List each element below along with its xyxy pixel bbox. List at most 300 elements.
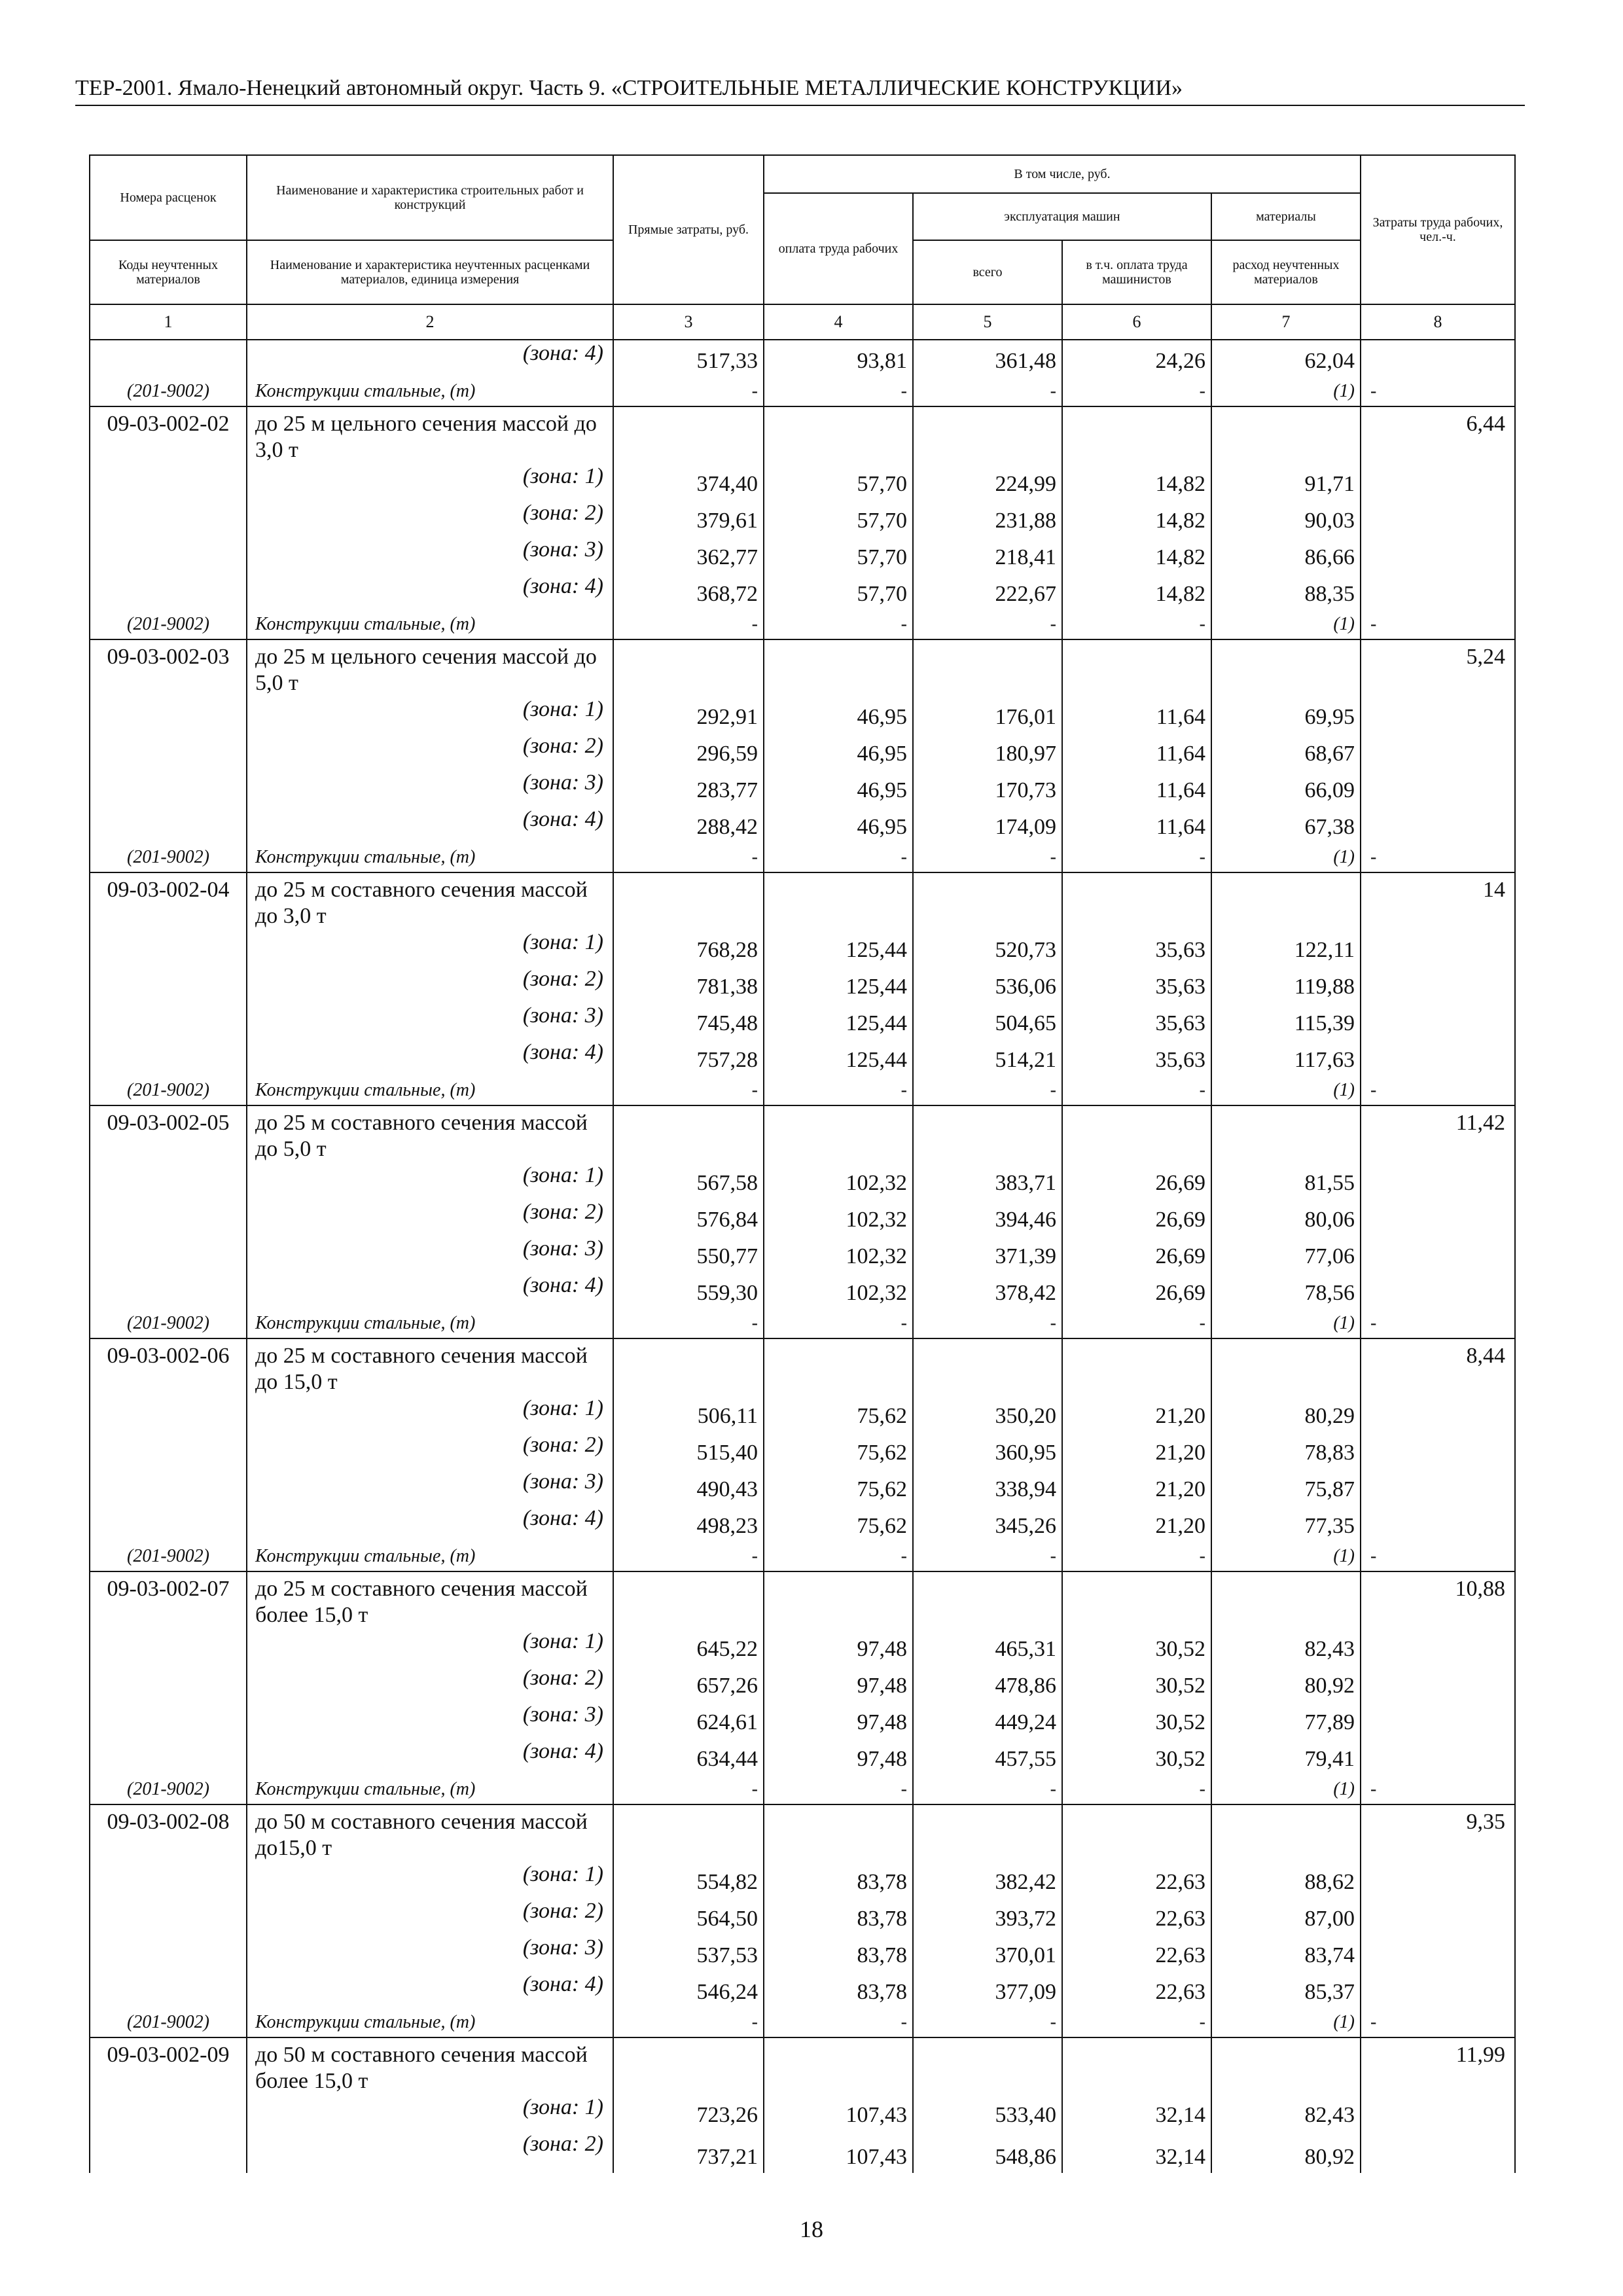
rate-description: до 25 м составного сечения массой до 3,0 т <box>247 872 613 929</box>
machine-total-value: 548,86 <box>913 2131 1062 2173</box>
empty-cell <box>1361 770 1515 806</box>
operator-pay-value: 32,14 <box>1062 2094 1211 2131</box>
material-dash: - <box>1062 2008 1211 2037</box>
direct-cost-value: 379,61 <box>613 500 764 537</box>
page-number: 18 <box>800 2216 823 2242</box>
rate-code: 09-03-002-08 <box>90 1804 247 1861</box>
empty-cell <box>1361 537 1515 573</box>
zone-row <box>90 1039 1515 1076</box>
operator-pay-value: 22,63 <box>1062 1935 1211 1971</box>
operator-pay-value: 35,63 <box>1062 966 1211 1003</box>
empty-cell <box>913 1338 1062 1395</box>
zone-row <box>90 1272 1515 1309</box>
worker-pay-value: 107,43 <box>764 2131 913 2173</box>
zone-row <box>90 537 1515 573</box>
material-labor-dash: - <box>1361 1076 1515 1105</box>
materials-value: 80,06 <box>1211 1199 1361 1236</box>
material-code: (201-9002) <box>90 1309 247 1338</box>
rate-code: 09-03-002-03 <box>90 639 247 696</box>
zone-label: (зона: 1) <box>247 2094 613 2131</box>
empty-cell <box>613 1804 764 1861</box>
document-header: ТЕР-2001. Ямало-Ненецкий автономный округ. Часть 9. «СТРОИТЕЛЬНЫЕ МЕТАЛЛИЧЕСКИЕ КОНСТРУКЦИИ» <box>75 73 1525 106</box>
material-dash: - <box>913 843 1062 872</box>
material-dash: - <box>764 843 913 872</box>
materials-value: 88,35 <box>1211 573 1361 610</box>
empty-cell <box>1211 1804 1361 1861</box>
materials-value: 77,35 <box>1211 1505 1361 1542</box>
worker-pay-value: 57,70 <box>764 463 913 500</box>
empty-cell <box>1062 639 1211 696</box>
empty-cell <box>764 1571 913 1628</box>
zone-row <box>90 1971 1515 2008</box>
materials-value: 66,09 <box>1211 770 1361 806</box>
zone-row <box>90 929 1515 966</box>
zone-label: (зона: 3) <box>247 537 613 573</box>
material-dash: - <box>913 1076 1062 1105</box>
zone-label: (зона: 1) <box>247 1162 613 1199</box>
direct-cost-value: 634,44 <box>613 1738 764 1775</box>
material-dash: - <box>764 377 913 406</box>
zone-row <box>90 1738 1515 1775</box>
labor-cost-value: 11,42 <box>1361 1105 1515 1162</box>
materials-value: 69,95 <box>1211 696 1361 733</box>
direct-cost-value: 554,82 <box>613 1861 764 1898</box>
direct-cost-value: 645,22 <box>613 1628 764 1665</box>
rate-code: 09-03-002-02 <box>90 406 247 463</box>
operator-pay-value: 26,69 <box>1062 1199 1211 1236</box>
header-materials: материалы <box>1211 193 1361 240</box>
material-name: Конструкции стальные, (т) <box>247 1309 613 1338</box>
zone-label: (зона: 4) <box>247 1272 613 1309</box>
direct-cost-value: 498,23 <box>613 1505 764 1542</box>
empty-cell <box>90 1505 247 1542</box>
empty-cell <box>613 1338 764 1395</box>
empty-cell <box>1062 1571 1211 1628</box>
material-code: (201-9002) <box>90 377 247 406</box>
labor-cost-value: 10,88 <box>1361 1571 1515 1628</box>
empty-cell <box>764 2037 913 2094</box>
materials-value: 85,37 <box>1211 1971 1361 2008</box>
empty-cell <box>764 1105 913 1162</box>
materials-value: 78,83 <box>1211 1432 1361 1469</box>
machine-total-value: 383,71 <box>913 1162 1062 1199</box>
machine-total-value: 377,09 <box>913 1971 1062 2008</box>
material-dash: - <box>1062 1076 1211 1105</box>
empty-cell <box>1361 573 1515 610</box>
empty-cell <box>1361 1861 1515 1898</box>
labor-cost-value: 5,24 <box>1361 639 1515 696</box>
machine-total-value: 170,73 <box>913 770 1062 806</box>
direct-cost-value: 723,26 <box>613 2094 764 2131</box>
empty-cell <box>613 2037 764 2094</box>
operator-pay-value: 35,63 <box>1062 1003 1211 1039</box>
operator-pay-value: 35,63 <box>1062 929 1211 966</box>
rate-code: 09-03-002-09 <box>90 2037 247 2094</box>
material-row <box>90 610 1515 639</box>
worker-pay-value: 97,48 <box>764 1738 913 1775</box>
rate-description: до 50 м составного сечения массой более 15,0 т <box>247 2037 613 2094</box>
empty-cell <box>1361 1199 1515 1236</box>
rate-code: 09-03-002-04 <box>90 872 247 929</box>
materials-value: 67,38 <box>1211 806 1361 843</box>
material-code: (201-9002) <box>90 2008 247 2037</box>
material-dash: - <box>1062 843 1211 872</box>
materials-value: 77,89 <box>1211 1702 1361 1738</box>
machine-total-value: 536,06 <box>913 966 1062 1003</box>
empty-cell <box>1062 872 1211 929</box>
operator-pay-value: 11,64 <box>1062 770 1211 806</box>
empty-cell <box>1361 2094 1515 2131</box>
machine-total-value: 533,40 <box>913 2094 1062 2131</box>
zone-label: (зона: 2) <box>247 1432 613 1469</box>
zone-label: (зона: 3) <box>247 1702 613 1738</box>
materials-value: 62,04 <box>1211 340 1361 377</box>
operator-pay-value: 32,14 <box>1062 2131 1211 2173</box>
zone-label: (зона: 1) <box>247 1628 613 1665</box>
material-dash: - <box>764 1076 913 1105</box>
zone-label: (зона: 1) <box>247 1861 613 1898</box>
rate-row <box>90 1804 1515 1861</box>
material-quantity: (1) <box>1211 377 1361 406</box>
direct-cost-value: 768,28 <box>613 929 764 966</box>
machine-total-value: 371,39 <box>913 1236 1062 1272</box>
machine-total-value: 360,95 <box>913 1432 1062 1469</box>
direct-cost-value: 624,61 <box>613 1702 764 1738</box>
rates-table <box>89 154 1516 2173</box>
materials-value: 87,00 <box>1211 1898 1361 1935</box>
empty-cell <box>1062 1338 1211 1395</box>
direct-cost-value: 546,24 <box>613 1971 764 2008</box>
material-dash: - <box>1062 1775 1211 1804</box>
col-number: 5 <box>913 304 1062 340</box>
empty-cell <box>1361 500 1515 537</box>
direct-cost-value: 576,84 <box>613 1199 764 1236</box>
empty-cell <box>1361 806 1515 843</box>
empty-cell <box>1361 1236 1515 1272</box>
zone-row <box>90 966 1515 1003</box>
header-material-codes: Коды неучтенных материалов <box>90 240 247 304</box>
zone-row <box>90 1935 1515 1971</box>
header-work-name: Наименование и характеристика строительных работ и конструкций <box>247 155 613 240</box>
materials-value: 86,66 <box>1211 537 1361 573</box>
empty-cell <box>90 1432 247 1469</box>
material-dash: - <box>613 843 764 872</box>
labor-cost-value: 14 <box>1361 872 1515 929</box>
zone-row <box>90 1505 1515 1542</box>
zone-row <box>90 806 1515 843</box>
material-dash: - <box>913 1309 1062 1338</box>
direct-cost-value: 362,77 <box>613 537 764 573</box>
material-dash: - <box>613 1542 764 1571</box>
table-row <box>90 340 1515 377</box>
machine-total-value: 180,97 <box>913 733 1062 770</box>
zone-label: (зона: 2) <box>247 966 613 1003</box>
empty-cell <box>1361 1003 1515 1039</box>
labor-cost-value: 11,99 <box>1361 2037 1515 2094</box>
zone-row <box>90 1628 1515 1665</box>
materials-value: 80,29 <box>1211 1395 1361 1432</box>
rate-code: 09-03-002-06 <box>90 1338 247 1395</box>
empty-cell <box>90 929 247 966</box>
zone-label: (зона: 4) <box>247 806 613 843</box>
header-in-that-number: В том числе, руб. <box>764 155 1361 193</box>
direct-cost-value: 757,28 <box>613 1039 764 1076</box>
material-labor-dash: - <box>1361 2008 1515 2037</box>
empty-cell <box>90 2094 247 2131</box>
material-code: (201-9002) <box>90 1542 247 1571</box>
col-number: 2 <box>247 304 613 340</box>
col-number: 4 <box>764 304 913 340</box>
materials-value: 81,55 <box>1211 1162 1361 1199</box>
machine-total-value: 478,86 <box>913 1665 1062 1702</box>
zone-row <box>90 1469 1515 1505</box>
operator-pay-value: 14,82 <box>1062 500 1211 537</box>
material-dash: - <box>913 1542 1062 1571</box>
empty-cell <box>90 1395 247 1432</box>
zone-label: (зона: 3) <box>247 1935 613 1971</box>
header-unaccounted-materials: расход неучтенных материалов <box>1211 240 1361 304</box>
operator-pay-value: 22,63 <box>1062 1971 1211 2008</box>
zone-label: (зона: 2) <box>247 500 613 537</box>
material-name: Конструкции стальные, (т) <box>247 1542 613 1571</box>
material-name: Конструкции стальные, (т) <box>247 377 613 406</box>
empty-cell <box>1361 966 1515 1003</box>
material-dash: - <box>913 2008 1062 2037</box>
empty-cell <box>913 1804 1062 1861</box>
direct-cost-value: 781,38 <box>613 966 764 1003</box>
material-labor-dash: - <box>1361 1542 1515 1571</box>
rate-row <box>90 1571 1515 1628</box>
materials-value: 68,67 <box>1211 733 1361 770</box>
empty-cell <box>90 1236 247 1272</box>
zone-row <box>90 463 1515 500</box>
empty-cell <box>613 1571 764 1628</box>
empty-cell <box>913 406 1062 463</box>
material-dash: - <box>1062 1309 1211 1338</box>
rate-code: 09-03-002-07 <box>90 1571 247 1628</box>
zone-label: (зона: 2) <box>247 1898 613 1935</box>
operator-pay-value: 26,69 <box>1062 1272 1211 1309</box>
worker-pay-value: 83,78 <box>764 1898 913 1935</box>
empty-cell <box>90 696 247 733</box>
header-rate-numbers: Номера расценок <box>90 155 247 240</box>
empty-cell <box>1361 1971 1515 2008</box>
zone-label: (зона: 4) <box>247 1738 613 1775</box>
rate-row <box>90 1338 1515 1395</box>
direct-cost-value: 537,53 <box>613 1935 764 1971</box>
empty-cell <box>613 639 764 696</box>
direct-cost-value: 490,43 <box>613 1469 764 1505</box>
direct-cost-value: 374,40 <box>613 463 764 500</box>
material-quantity: (1) <box>1211 1309 1361 1338</box>
empty-cell <box>1211 1338 1361 1395</box>
machine-total-value: 176,01 <box>913 696 1062 733</box>
empty-cell <box>913 1571 1062 1628</box>
direct-cost-value: 515,40 <box>613 1432 764 1469</box>
empty-cell <box>90 1971 247 2008</box>
empty-cell <box>90 1272 247 1309</box>
operator-pay-value: 21,20 <box>1062 1432 1211 1469</box>
empty-cell <box>90 1738 247 1775</box>
zone-row <box>90 573 1515 610</box>
material-row <box>90 1775 1515 1804</box>
direct-cost-value: 517,33 <box>613 340 764 377</box>
zone-label: (зона: 2) <box>247 2131 613 2173</box>
material-code: (201-9002) <box>90 1076 247 1105</box>
worker-pay-value: 125,44 <box>764 1039 913 1076</box>
empty-cell <box>1211 1105 1361 1162</box>
empty-cell <box>90 2131 247 2173</box>
material-row <box>90 1309 1515 1338</box>
material-dash: - <box>613 2008 764 2037</box>
materials-value: 117,63 <box>1211 1039 1361 1076</box>
direct-cost-value: 550,77 <box>613 1236 764 1272</box>
operator-pay-value: 26,69 <box>1062 1162 1211 1199</box>
empty-cell <box>90 1199 247 1236</box>
empty-cell <box>764 406 913 463</box>
empty-cell <box>90 500 247 537</box>
empty-cell <box>764 872 913 929</box>
rate-row <box>90 406 1515 463</box>
empty-cell <box>913 2037 1062 2094</box>
empty-cell <box>1361 463 1515 500</box>
empty-cell <box>1361 1162 1515 1199</box>
zone-row <box>90 1702 1515 1738</box>
empty-cell <box>90 806 247 843</box>
material-dash: - <box>1062 610 1211 639</box>
direct-cost-value: 737,21 <box>613 2131 764 2173</box>
empty-cell <box>1361 1039 1515 1076</box>
direct-cost-value: 745,48 <box>613 1003 764 1039</box>
material-row <box>90 1076 1515 1105</box>
rate-row <box>90 1105 1515 1162</box>
machine-total-value: 361,48 <box>913 340 1062 377</box>
zone-label: (зона: 1) <box>247 929 613 966</box>
zone-row <box>90 1199 1515 1236</box>
direct-cost-value: 368,72 <box>613 573 764 610</box>
zone-row <box>90 2131 1515 2173</box>
operator-pay-value: 14,82 <box>1062 537 1211 573</box>
material-quantity: (1) <box>1211 1775 1361 1804</box>
worker-pay-value: 46,95 <box>764 806 913 843</box>
empty-cell <box>90 1469 247 1505</box>
material-row <box>90 2008 1515 2037</box>
zone-label: (зона: 2) <box>247 733 613 770</box>
operator-pay-value: 24,26 <box>1062 340 1211 377</box>
empty-cell <box>1361 1935 1515 1971</box>
zone-label: (зона: 3) <box>247 770 613 806</box>
machine-total-value: 449,24 <box>913 1702 1062 1738</box>
col-number: 7 <box>1211 304 1361 340</box>
col-number: 1 <box>90 304 247 340</box>
direct-cost-value: 657,26 <box>613 1665 764 1702</box>
machine-total-value: 231,88 <box>913 500 1062 537</box>
empty-cell <box>90 1898 247 1935</box>
empty-cell <box>90 1628 247 1665</box>
empty-cell <box>1361 1432 1515 1469</box>
empty-cell <box>1062 2037 1211 2094</box>
worker-pay-value: 46,95 <box>764 770 913 806</box>
material-code: (201-9002) <box>90 843 247 872</box>
machine-total-value: 504,65 <box>913 1003 1062 1039</box>
operator-pay-value: 21,20 <box>1062 1469 1211 1505</box>
zone-label: (зона: 1) <box>247 463 613 500</box>
material-dash: - <box>913 610 1062 639</box>
material-dash: - <box>613 1076 764 1105</box>
zone-row <box>90 1898 1515 1935</box>
rate-code: 09-03-002-05 <box>90 1105 247 1162</box>
empty-cell <box>1361 1702 1515 1738</box>
labor-cost-value: 6,44 <box>1361 406 1515 463</box>
material-dash: - <box>764 2008 913 2037</box>
material-code: (201-9002) <box>90 1775 247 1804</box>
zone-row <box>90 2094 1515 2131</box>
material-dash: - <box>913 1775 1062 1804</box>
worker-pay-value: 46,95 <box>764 733 913 770</box>
empty-cell <box>90 1861 247 1898</box>
empty-cell <box>1062 406 1211 463</box>
zone-row <box>90 1861 1515 1898</box>
worker-pay-value: 83,78 <box>764 1861 913 1898</box>
material-name: Конструкции стальные, (т) <box>247 1775 613 1804</box>
col-number: 3 <box>613 304 764 340</box>
material-dash: - <box>764 610 913 639</box>
labor-cost-value: 9,35 <box>1361 1804 1515 1861</box>
worker-pay-value: 46,95 <box>764 696 913 733</box>
zone-row <box>90 1236 1515 1272</box>
zone-row <box>90 1432 1515 1469</box>
zone-label: (зона: 3) <box>247 1236 613 1272</box>
empty-cell <box>90 573 247 610</box>
zone-label: (зона: 3) <box>247 1003 613 1039</box>
zone-row <box>90 1162 1515 1199</box>
machine-total-value: 394,46 <box>913 1199 1062 1236</box>
zone-row <box>90 1665 1515 1702</box>
empty-cell <box>1361 1395 1515 1432</box>
empty-cell <box>90 966 247 1003</box>
empty-cell <box>90 537 247 573</box>
worker-pay-value: 57,70 <box>764 500 913 537</box>
header-material-name: Наименование и характеристика неучтенных расценками материалов, единица измерения <box>247 240 613 304</box>
worker-pay-value: 125,44 <box>764 1003 913 1039</box>
empty-cell <box>1211 406 1361 463</box>
material-labor-dash: - <box>1361 1775 1515 1804</box>
zone-label: (зона: 4) <box>247 340 613 377</box>
zone-row <box>90 733 1515 770</box>
empty-cell <box>90 463 247 500</box>
empty-cell <box>1062 1804 1211 1861</box>
material-dash: - <box>613 377 764 406</box>
direct-cost-value: 559,30 <box>613 1272 764 1309</box>
empty-cell <box>1361 1505 1515 1542</box>
zone-row <box>90 770 1515 806</box>
zone-row <box>90 1395 1515 1432</box>
worker-pay-value: 102,32 <box>764 1272 913 1309</box>
direct-cost-value: 296,59 <box>613 733 764 770</box>
col-number: 6 <box>1062 304 1211 340</box>
rates-body <box>90 340 1515 2173</box>
material-quantity: (1) <box>1211 610 1361 639</box>
worker-pay-value: 57,70 <box>764 573 913 610</box>
material-dash: - <box>913 377 1062 406</box>
worker-pay-value: 102,32 <box>764 1236 913 1272</box>
empty-cell <box>90 1162 247 1199</box>
empty-cell <box>90 733 247 770</box>
material-row <box>90 843 1515 872</box>
material-row <box>90 377 1515 406</box>
material-labor-dash: - <box>1361 843 1515 872</box>
empty-cell <box>1211 2037 1361 2094</box>
